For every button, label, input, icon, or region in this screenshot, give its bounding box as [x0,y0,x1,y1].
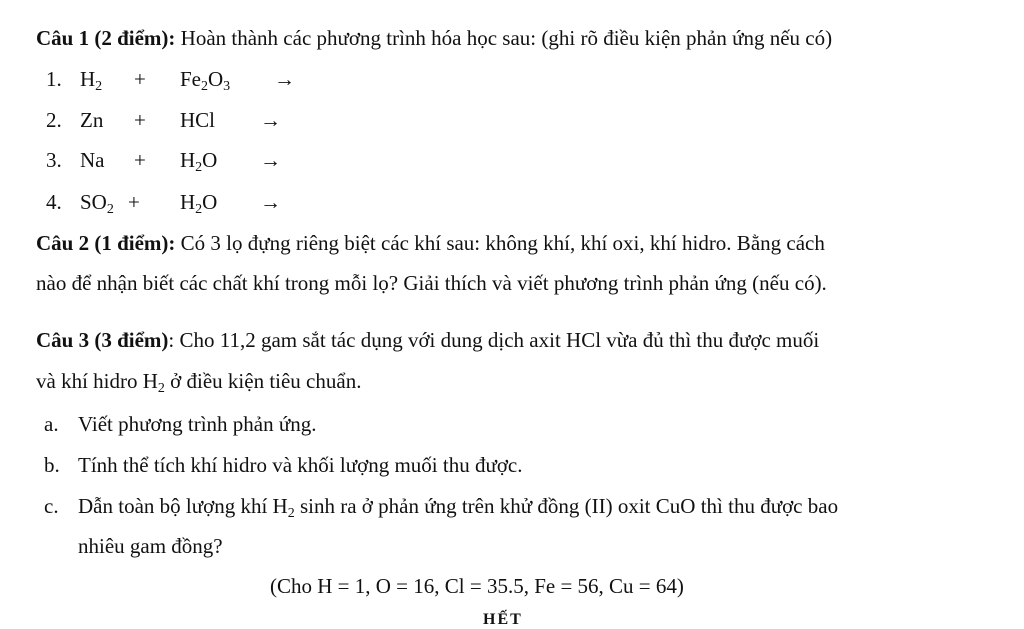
list-item-b [44,453,944,477]
question-3-title: Câu 3 (3 điểm) [36,328,169,352]
question-1-title: Câu 1 (2 điểm): [36,26,176,50]
equation-number: 3. [46,148,62,172]
reaction-arrow: → [260,148,281,172]
question-3-text: : Cho 11,2 gam sắt tác dụng với dung dịch axit HCl vừa đủ thì thu được muối [168,328,820,352]
list-label: b. [44,453,60,477]
reaction-arrow: → [260,190,281,214]
reaction-arrow: → [274,67,295,91]
list-text: Viết phương trình phản ứng. [78,412,317,436]
list-text: Tính thể tích khí hidro và khối lượng muối thu được. [78,453,523,477]
given-atomic-masses: (Cho H = 1, O = 16, Cl = 35.5, Fe = 56, Cu = 64) [270,574,684,598]
equation-row-1 [46,67,346,94]
plus-sign: + [134,148,146,172]
equation-row-3 [46,148,346,175]
reaction-arrow: → [260,108,281,132]
reactant-2: HCl [180,108,216,132]
list-item-c-continuation: nhiêu gam đồng? [78,534,223,558]
equation-number: 2. [46,108,62,132]
reactant-1: $H_2$ [80,67,103,94]
equation-number: 4. [46,190,62,214]
reactant-1: Zn [80,108,104,132]
question-2-text: Có 3 lọ đựng riêng biệt các khí sau: không khí, khí oxi, khí hidro. Bằng cách [175,231,825,255]
question-2-title: Câu 2 (1 điểm): [36,231,176,255]
reactant-2: $Fe_2O_3$ [180,67,231,94]
end-marker: HẾT [483,611,523,628]
reactant-1: $SO_2$ [80,190,114,217]
plus-sign: + [134,67,146,91]
equation-row-2 [46,108,346,132]
list-label: a. [44,412,59,436]
question-1-heading [36,28,832,49]
reactant-2: $H_2O$ [180,148,218,175]
question-2-line-1 [36,233,825,254]
question-3-line-1 [36,330,819,351]
list-text: Dẫn toàn bộ lượng khí $H_2$ sinh ra ở phản ứng trên khử đồng (II) oxit CuO thì thu được bao [78,494,839,521]
equation-number: 1. [46,67,62,91]
list-label: c. [44,494,59,518]
question-3-line-2: và khí hidro $H_2$ ở điều kiện tiêu chuẩn. [36,369,362,396]
plus-sign: + [128,190,140,214]
plus-sign: + [134,108,146,132]
list-item-c [44,494,944,521]
question-2-line-2: nào để nhận biết các chất khí trong mỗi lọ? Giải thích và viết phương trình phản ứng (nếu có). [36,271,827,295]
equation-row-4 [46,190,346,217]
list-item-a [44,412,944,436]
reactant-2: $H_2O$ [180,190,218,217]
reactant-1: Na [80,148,105,172]
question-1-text: Hoàn thành các phương trình hóa học sau: (ghi rõ điều kiện phản ứng nếu có) [175,26,833,50]
